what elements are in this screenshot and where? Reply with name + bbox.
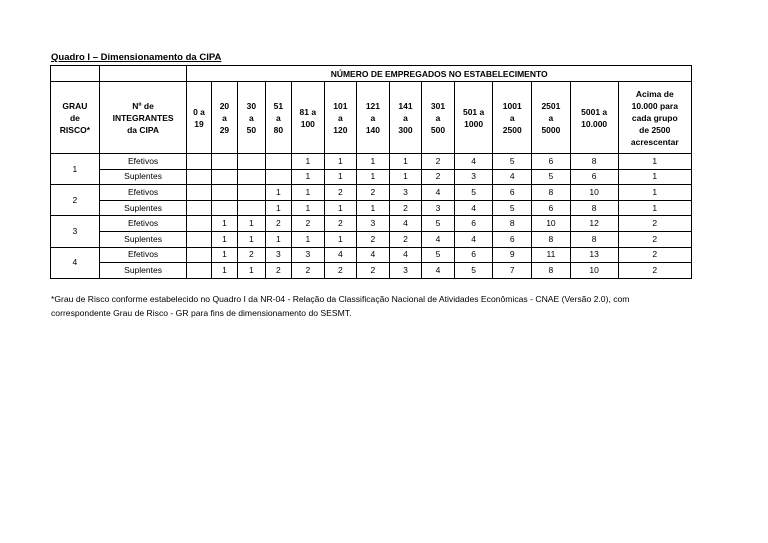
role-cell: Efetivos [99, 154, 186, 170]
value-cell: 3 [357, 216, 390, 232]
value-cell: 2 [422, 154, 455, 170]
value-cell: 5 [454, 185, 493, 201]
value-cell: 1 [265, 185, 291, 201]
value-cell: 3 [422, 200, 455, 216]
value-cell: 1 [211, 231, 237, 247]
range-header: 101 a 120 [324, 82, 357, 154]
footnote [51, 292, 721, 320]
value-cell: 1 [324, 200, 357, 216]
value-cell: 1 [265, 200, 291, 216]
value-cell: 1 [292, 231, 325, 247]
table-row [51, 216, 692, 232]
value-cell: 8 [570, 231, 618, 247]
value-cell: 9 [493, 247, 532, 263]
value-cell: 3 [454, 169, 493, 185]
value-cell: 1 [238, 231, 265, 247]
value-cell: 2 [422, 169, 455, 185]
value-cell: 2 [357, 185, 390, 201]
value-cell: 8 [493, 216, 532, 232]
value-cell [187, 169, 211, 185]
role-cell: Suplentes [99, 231, 186, 247]
grau-risco-cell: 2 [51, 185, 100, 216]
value-cell: 1 [324, 231, 357, 247]
value-cell: 2 [324, 216, 357, 232]
value-cell: 1 [618, 169, 691, 185]
value-cell: 4 [454, 231, 493, 247]
table-caption: Quadro I – Dimensionamento da CIPA [51, 52, 222, 63]
role-cell: Efetivos [99, 185, 186, 201]
value-cell: 4 [454, 154, 493, 170]
value-cell: 1 [324, 154, 357, 170]
range-header: 51 a 80 [265, 82, 291, 154]
value-cell: 11 [532, 247, 571, 263]
value-cell: 6 [493, 185, 532, 201]
range-header: Acima de 10.000 para cada grupo de 2500 acrescentar [618, 82, 691, 154]
value-cell: 1 [618, 154, 691, 170]
value-cell: 1 [292, 154, 325, 170]
grau-risco-cell: 3 [51, 216, 100, 247]
value-cell: 2 [618, 263, 691, 279]
value-cell: 5 [422, 216, 455, 232]
grau-risco-cell: 4 [51, 247, 100, 278]
value-cell [211, 154, 237, 170]
value-cell: 4 [357, 247, 390, 263]
value-cell: 4 [389, 247, 422, 263]
value-cell: 2 [618, 247, 691, 263]
value-cell: 5 [493, 200, 532, 216]
footnote-line: *Grau de Risco conforme estabelecido no Quadro I da NR-04 - Relação da Classificação Nacional de Atividades Econômicas - CNAE (Versão 2.0), com [51, 294, 630, 304]
value-cell: 5 [493, 154, 532, 170]
value-cell: 1 [211, 216, 237, 232]
value-cell [265, 169, 291, 185]
value-cell: 6 [454, 216, 493, 232]
role-cell: Suplentes [99, 169, 186, 185]
value-cell: 2 [324, 185, 357, 201]
value-cell: 4 [389, 216, 422, 232]
value-cell: 2 [238, 247, 265, 263]
value-cell: 6 [532, 200, 571, 216]
value-cell [211, 200, 237, 216]
value-cell: 1 [292, 200, 325, 216]
value-cell: 8 [570, 154, 618, 170]
value-cell: 1 [389, 169, 422, 185]
value-cell: 1 [357, 200, 390, 216]
value-cell [187, 247, 211, 263]
employees-count-header: NÚMERO DE EMPREGADOS NO ESTABELECIMENTO [187, 66, 692, 82]
value-cell: 1 [265, 231, 291, 247]
value-cell: 5 [454, 263, 493, 279]
value-cell: 8 [570, 200, 618, 216]
value-cell: 3 [389, 263, 422, 279]
value-cell: 1 [211, 263, 237, 279]
value-cell: 1 [389, 154, 422, 170]
value-cell [238, 154, 265, 170]
value-cell: 1 [292, 185, 325, 201]
value-cell [265, 154, 291, 170]
value-cell: 2 [618, 216, 691, 232]
value-cell: 5 [422, 247, 455, 263]
role-cell: Suplentes [99, 200, 186, 216]
range-header: 30 a 50 [238, 82, 265, 154]
value-cell [187, 200, 211, 216]
value-cell [187, 185, 211, 201]
table-row [51, 247, 692, 263]
table-row [51, 200, 692, 216]
value-cell: 4 [454, 200, 493, 216]
value-cell [187, 231, 211, 247]
value-cell: 2 [265, 263, 291, 279]
value-cell: 1 [238, 216, 265, 232]
range-header: 501 a 1000 [454, 82, 493, 154]
table-row [51, 231, 692, 247]
value-cell: 5 [532, 169, 571, 185]
value-cell [238, 200, 265, 216]
table-row [51, 263, 692, 279]
value-cell: 2 [265, 216, 291, 232]
value-cell: 2 [389, 231, 422, 247]
value-cell: 3 [292, 247, 325, 263]
value-cell [187, 216, 211, 232]
value-cell: 12 [570, 216, 618, 232]
range-header: 1001 a 2500 [493, 82, 532, 154]
table-row [51, 154, 692, 170]
value-cell: 2 [618, 231, 691, 247]
range-header: 2501 a 5000 [532, 82, 571, 154]
integrantes-header: Nº de INTEGRANTES da CIPA [99, 82, 186, 154]
value-cell: 2 [389, 200, 422, 216]
range-header: 141 a 300 [389, 82, 422, 154]
value-cell: 10 [570, 263, 618, 279]
value-cell [211, 185, 237, 201]
role-cell: Efetivos [99, 216, 186, 232]
cipa-sizing-table [50, 65, 692, 279]
value-cell: 6 [454, 247, 493, 263]
value-cell: 6 [570, 169, 618, 185]
value-cell: 1 [618, 200, 691, 216]
value-cell: 2 [357, 263, 390, 279]
header-spacer [51, 66, 100, 82]
value-cell [187, 263, 211, 279]
range-header: 301 a 500 [422, 82, 455, 154]
value-cell: 2 [324, 263, 357, 279]
value-cell: 3 [265, 247, 291, 263]
role-cell: Efetivos [99, 247, 186, 263]
value-cell: 7 [493, 263, 532, 279]
value-cell: 4 [422, 231, 455, 247]
range-header: 121 a 140 [357, 82, 390, 154]
value-cell: 4 [422, 185, 455, 201]
value-cell: 2 [292, 216, 325, 232]
value-cell: 8 [532, 231, 571, 247]
value-cell: 2 [292, 263, 325, 279]
value-cell: 6 [493, 231, 532, 247]
table-row [51, 169, 692, 185]
range-header: 0 a 19 [187, 82, 211, 154]
value-cell [238, 185, 265, 201]
value-cell: 4 [324, 247, 357, 263]
value-cell: 1 [211, 247, 237, 263]
footnote-line: correspondente Grau de Risco - GR para fins de dimensionamento do SESMT. [51, 308, 352, 318]
value-cell [238, 169, 265, 185]
value-cell: 8 [532, 263, 571, 279]
value-cell: 4 [493, 169, 532, 185]
value-cell: 1 [324, 169, 357, 185]
value-cell: 8 [532, 185, 571, 201]
range-header: 5001 a 10.000 [570, 82, 618, 154]
value-cell: 1 [238, 263, 265, 279]
range-header: 81 a 100 [292, 82, 325, 154]
value-cell: 2 [357, 231, 390, 247]
value-cell: 1 [292, 169, 325, 185]
value-cell: 1 [357, 154, 390, 170]
value-cell: 4 [422, 263, 455, 279]
role-cell: Suplentes [99, 263, 186, 279]
header-spacer [99, 66, 186, 82]
value-cell [187, 154, 211, 170]
value-cell: 6 [532, 154, 571, 170]
grau-risco-cell: 1 [51, 154, 100, 185]
value-cell: 1 [618, 185, 691, 201]
value-cell [211, 169, 237, 185]
value-cell: 10 [532, 216, 571, 232]
range-header: 20 a 29 [211, 82, 237, 154]
grau-risco-header: GRAU de RISCO* [51, 82, 100, 154]
table-row [51, 185, 692, 201]
value-cell: 1 [357, 169, 390, 185]
value-cell: 3 [389, 185, 422, 201]
value-cell: 13 [570, 247, 618, 263]
value-cell: 10 [570, 185, 618, 201]
